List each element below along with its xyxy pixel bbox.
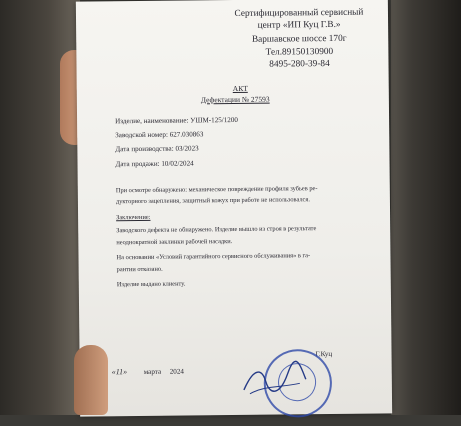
conclusion-label: Заключение: <box>116 213 151 222</box>
signature-scribble <box>240 359 310 400</box>
header-line-4: Тел.89150130900 <box>265 46 334 58</box>
header-line-1: Сертифицированный сервисный <box>234 7 364 19</box>
field-sale-date: Дата продажи: 10/02/2024 <box>115 159 194 169</box>
field-product: Изделие, наименование: УШМ-125/1200 <box>115 115 238 126</box>
finger-bottom <box>74 345 108 415</box>
act-number: Дефектации № 27593 <box>200 94 270 105</box>
footer-day: «11» <box>111 367 128 377</box>
conclusion-line-1: Заводского дефекта не обнаружено. Изделие вышло из строя в результате <box>116 225 317 235</box>
background-right <box>391 0 461 415</box>
inspection-line-2: дукторного зацепления, защитный кожух при работе не использовался. <box>115 196 310 206</box>
footer-month: марта <box>143 367 162 376</box>
conclusion-line-2: неоднократной заклинки рабочей насадки. <box>116 238 233 247</box>
act-title: АКТ <box>232 83 248 94</box>
header-line-5: 8495-280-39-84 <box>269 58 330 70</box>
conclusion-line-5: Изделие выдано клиенту. <box>116 280 186 289</box>
field-serial: Заводской номер: 627.030863 <box>115 130 204 140</box>
field-production-date: Дата производства: 03/2023 <box>115 144 199 154</box>
document-page <box>76 0 392 417</box>
footer-signatory: Г.Куц <box>315 349 333 359</box>
conclusion-line-3: На основании «Условий гарантийного сервисного обслуживания» в га- <box>116 252 311 262</box>
conclusion-line-4: рантии отказано. <box>116 265 163 274</box>
footer-year: 2024 <box>169 367 184 376</box>
header-line-3: Варшавское шоссе 170г <box>251 33 347 45</box>
inspection-line-1: При осмотре обнаружено: механическое повреждение профиля зубьев ре- <box>115 185 318 195</box>
header-line-2: центр «ИП Куц Г.В.» <box>257 19 341 31</box>
